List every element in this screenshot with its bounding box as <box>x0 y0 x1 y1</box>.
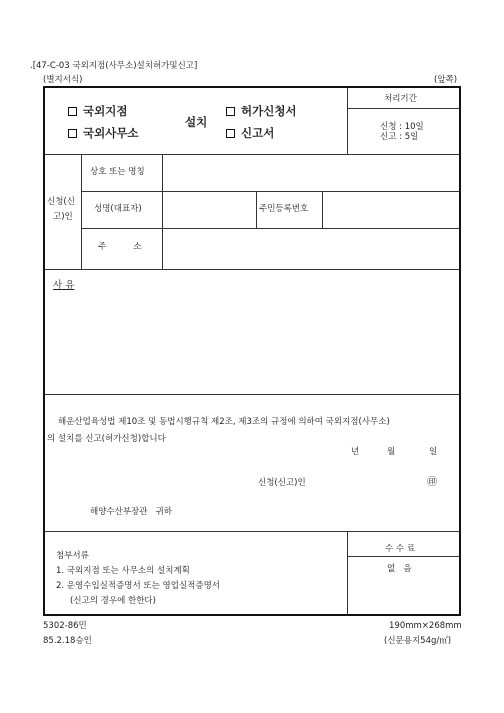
divider <box>347 108 459 109</box>
option-branch[interactable]: 국외지점 <box>68 106 127 118</box>
divider <box>81 191 459 192</box>
processing-period-title: 처리기간 <box>384 94 417 104</box>
divider <box>45 394 459 395</box>
approval-date: 85.2.18승인 <box>43 636 92 646</box>
attachment-item-2: 2. 운영수입실적증명서 또는 영업실적증명서 <box>56 581 221 591</box>
divider <box>347 88 348 154</box>
processing-period-report: 신고 : 5일 <box>380 132 419 142</box>
option-office[interactable]: 국외사무소 <box>68 128 139 140</box>
divider <box>45 269 459 270</box>
business-name-label: 상호 또는 명칭 <box>90 167 145 177</box>
representative-label: 성명(대표자) <box>94 204 142 214</box>
divider <box>45 154 459 155</box>
applicant-sign-label: 신청(신고)인 <box>258 478 306 488</box>
statement-line-2: 의 설치를 신고(허가신청)합니다 <box>47 434 166 444</box>
divider <box>256 191 257 228</box>
form-type-label: (별지서식) <box>43 75 83 85</box>
checkbox-icon[interactable] <box>226 129 235 138</box>
form-code: 5302-86민 <box>43 621 87 631</box>
divider <box>347 556 459 557</box>
divider <box>81 228 459 229</box>
fee-label: 수 수 료 <box>385 544 416 554</box>
application-form <box>43 86 461 616</box>
reason-label: 사 유 <box>53 280 75 291</box>
paper-type: (신문용지54g/㎡) <box>384 636 452 646</box>
divider <box>81 154 82 269</box>
year-label: 년 <box>351 447 360 457</box>
page-side-label: (앞쪽) <box>434 75 458 85</box>
divider <box>45 531 459 532</box>
checkbox-icon[interactable] <box>226 107 235 116</box>
processing-period-permit: 신청 : 10일 <box>380 122 424 132</box>
option-report[interactable]: 신고서 <box>226 128 274 140</box>
divider <box>162 154 163 269</box>
day-label: 일 <box>429 447 438 457</box>
checkbox-icon[interactable] <box>68 107 77 116</box>
option-permit[interactable]: 허가신청서 <box>226 106 297 118</box>
checkbox-icon[interactable] <box>68 129 77 138</box>
attachments-title: 첨부서류 <box>56 551 89 561</box>
divider <box>347 531 348 614</box>
attachment-item-2-note: (신고의 경우에 한한다) <box>70 596 156 606</box>
seal-icon: ㊞ <box>427 477 437 488</box>
resident-number-label: 주민등록번호 <box>259 204 309 214</box>
attachment-item-1: 1. 국외지점 또는 사무소의 설치계획 <box>56 566 190 576</box>
month-label: 월 <box>387 447 396 457</box>
address-label: 주 소 <box>98 242 142 252</box>
addressee: 해양수산부장관 귀하 <box>90 507 173 517</box>
fee-value: 없 음 <box>387 564 412 574</box>
applicant-group-label-2: 고)인 <box>53 212 73 222</box>
statement-line-1: 해운산업육성법 제10조 및 동법시행규칙 제2조, 제3조의 규정에 의하여 국외지점(사무소) <box>58 417 390 427</box>
applicant-group-label: 신청(신 <box>47 197 75 207</box>
document-title: .[47-C-03 국외지점(사무소)설치허가및신고] <box>30 61 198 71</box>
installation-label: 설치 <box>185 115 208 129</box>
divider <box>322 191 323 228</box>
paper-size: 190mm×268mm <box>389 621 462 631</box>
